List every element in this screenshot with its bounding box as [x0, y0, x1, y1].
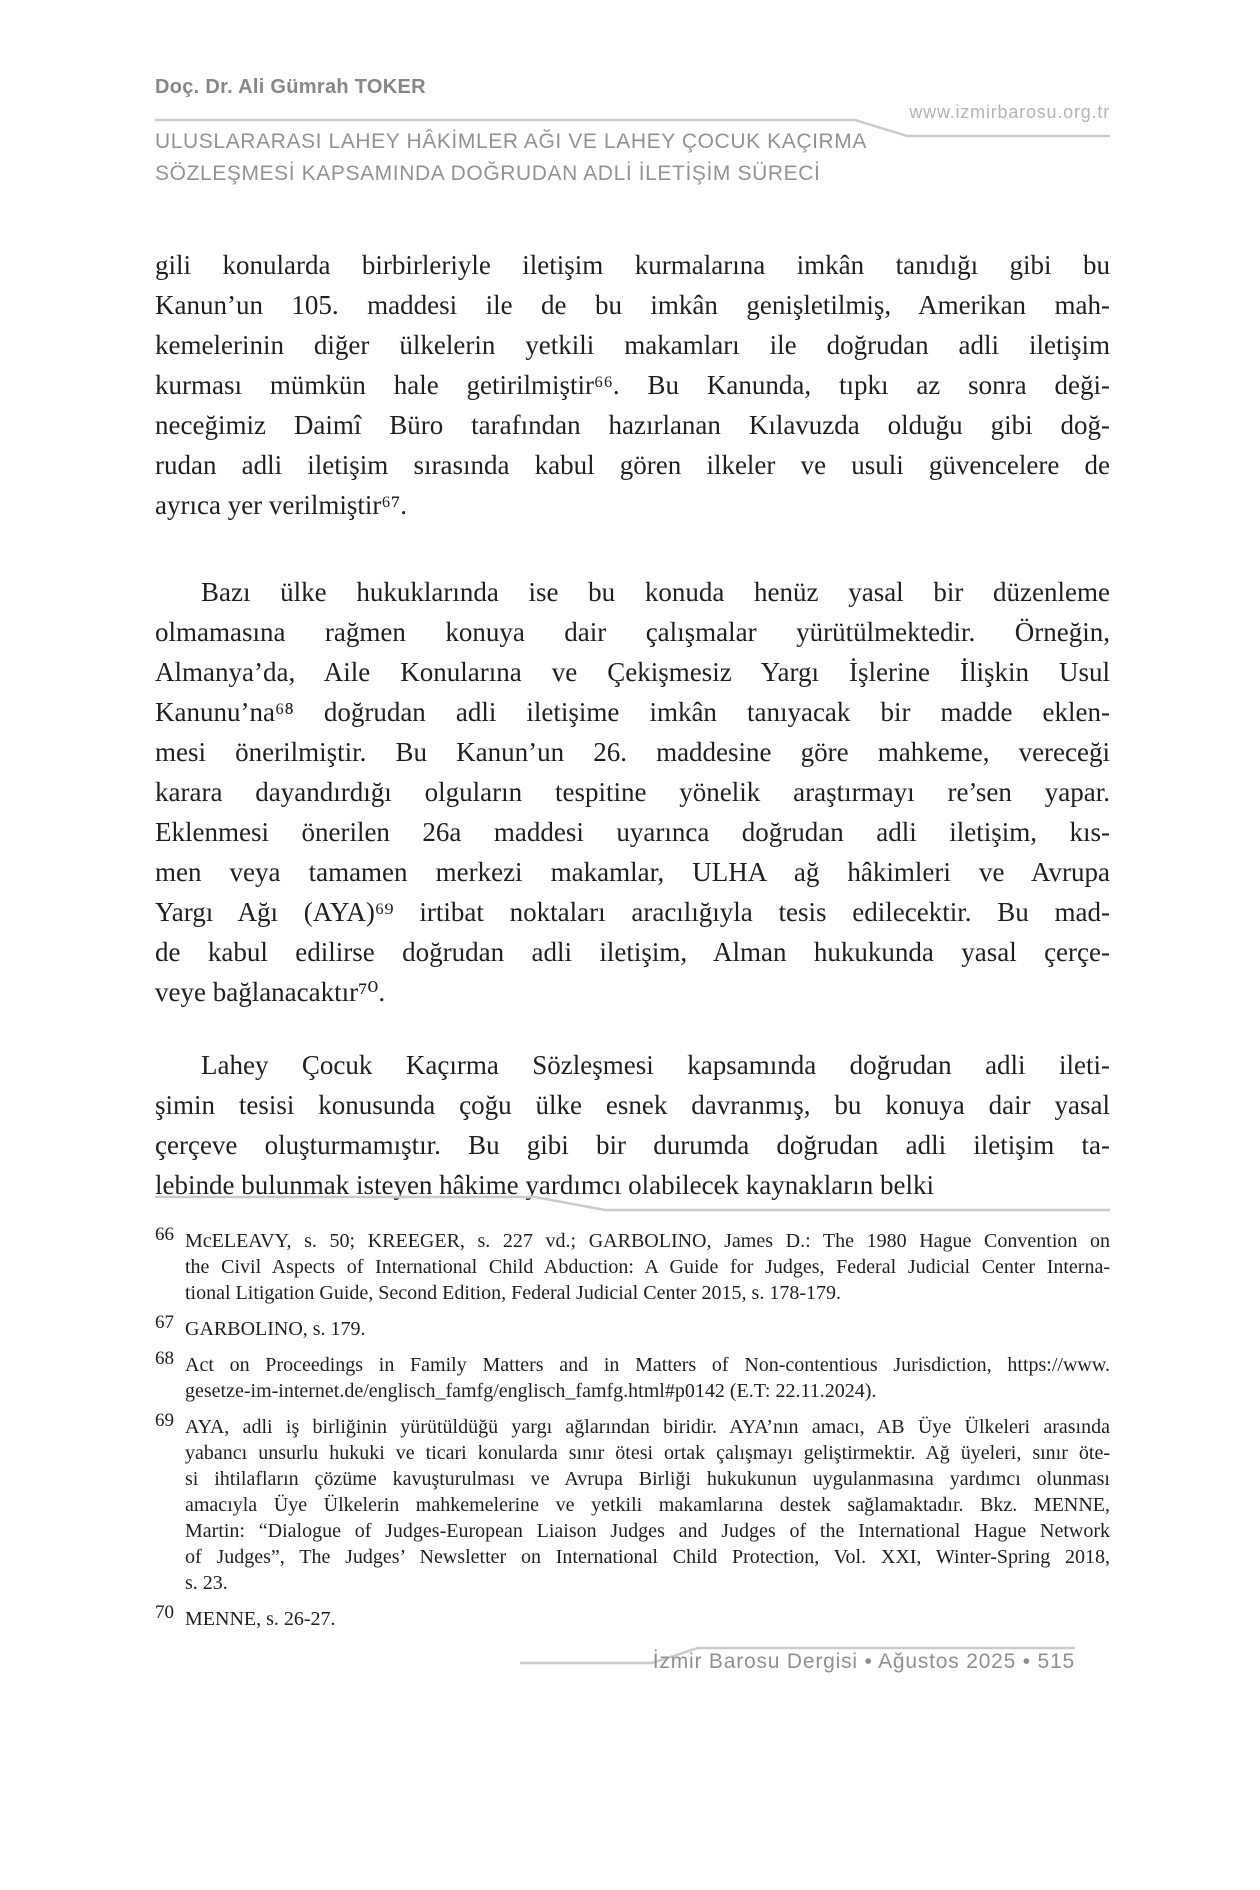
text-line: rudan adli iletişim sırasında kabul gören ilkeler ve usuli güvencelere de [155, 450, 1110, 480]
text-line: tional Litigation Guide, Second Edition, Federal Judicial Center 2015, s. 178-179. [185, 1282, 841, 1304]
text-line: GARBOLINO, s. 179. [185, 1318, 366, 1340]
text-line: kurması mümkün hale getirilmiştir⁶⁶. Bu Kanunda, tıpkı az sonra deği- [155, 370, 1110, 400]
text-line: karara dayandırdığı olguların tespitine yönelik araştırmayı re’sen yapar. [155, 777, 1110, 807]
website-url: www.izmirbarosu.org.tr [909, 102, 1110, 122]
text-line: MENNE, s. 26-27. [185, 1608, 336, 1630]
footnote-number: 68 [155, 1348, 174, 1369]
article-title-line1: ULUSLARARASI LAHEY HÂKİMLER AĞI VE LAHEY ÇOCUK KAÇIRMA [155, 130, 868, 153]
text-line: the Civil Aspects of International Child Abduction: A Guide for Judges, Federal Judicial Center Interna- [185, 1256, 1110, 1278]
footnote-text [185, 1352, 1110, 1404]
text-line: neceğimiz Daimî Büro tarafından hazırlanan Kılavuzda olduğu gibi doğ- [155, 410, 1110, 440]
footnote-number: 69 [155, 1410, 174, 1431]
text-line: kemelerinin diğer ülkelerin yetkili makamları ile doğrudan adli iletişim [155, 330, 1110, 360]
text-line: yabancı unsurlu hukuki ve ticari konularda sınır ötesi ortak çalışmayı geliştirmektir. Ağ üyeleri, sınır öte- [185, 1442, 1110, 1464]
article-body [155, 245, 1110, 1205]
text-line: çerçeve oluşturmamıştır. Bu gibi bir durumda doğrudan adli iletişim ta- [155, 1130, 1110, 1160]
article-title [155, 126, 867, 190]
text-line: of Judges”, The Judges’ Newsletter on International Child Protection, Vol. XXI, Winter-Spring 2018, [185, 1546, 1110, 1568]
footnote-text [185, 1228, 1110, 1306]
footnotes-list [155, 1224, 1110, 1642]
footnote-text [185, 1414, 1110, 1596]
text-line: mesi önerilmiştir. Bu Kanun’un 26. maddesine göre mahkeme, vereceği [155, 737, 1110, 767]
paragraph [155, 572, 1110, 1012]
text-line: olmamasına rağmen konuya dair çalışmalar yürütülmektedir. Örneğin, [155, 617, 1110, 647]
text-line: lebinde bulunmak isteyen hâkime yardımcı olabilecek kaynakların belki [155, 1170, 934, 1200]
footnote-number: 70 [155, 1602, 174, 1623]
footnote-item [155, 1602, 1110, 1632]
text-line: ayrıca yer verilmiştir⁶⁷. [155, 490, 407, 520]
text-line: Almanya’da, Aile Konularına ve Çekişmesiz Yargı İşlerine İlişkin Usul [155, 657, 1110, 687]
footnote-item [155, 1410, 1110, 1596]
text-line: men veya tamamen merkezi makamlar, ULHA ağ hâkimleri ve Avrupa [155, 857, 1110, 887]
paragraph [155, 245, 1110, 525]
text-line: McELEAVY, s. 50; KREEGER, s. 227 vd.; GARBOLINO, James D.: The 1980 Hague Convention on [185, 1230, 1110, 1252]
text-line: Lahey Çocuk Kaçırma Sözleşmesi kapsamında doğrudan adli ileti- [201, 1050, 1110, 1080]
text-line: si ihtilafların çözüme kavuşturulması ve Avrupa Birliği hukukunun uygulanmasına yardımcı olunması [185, 1468, 1110, 1490]
page-footer: İzmir Barosu Dergisi • Ağustos 2025 • 515 [652, 1650, 1075, 1673]
text-line: s. 23. [185, 1572, 228, 1594]
text-line: gili konularda birbirleriyle iletişim kurmalarına imkân tanıdığı gibi bu [155, 250, 1110, 280]
footnote-divider-line [155, 1195, 1110, 1215]
author-name: Doç. Dr. Ali Gümrah TOKER [155, 76, 426, 98]
paragraph [155, 1045, 1110, 1205]
text-line: AYA, adli iş birliğinin yürütüldüğü yargı ağlarından biridir. AYA’nın amacı, AB Üye Ülkeleri arasında [185, 1416, 1110, 1438]
text-line: veye bağlanacaktır⁷⁰. [155, 977, 386, 1007]
footnote-item [155, 1312, 1110, 1342]
footnote-number: 66 [155, 1224, 174, 1245]
footnote-text [185, 1606, 1110, 1632]
footnote-item [155, 1224, 1110, 1306]
footnote-text [185, 1316, 1110, 1342]
footnote-item [155, 1348, 1110, 1404]
text-line: Kanunu’na⁶⁸ doğrudan adli iletişime imkân tanıyacak bir madde eklen- [155, 697, 1110, 727]
text-line: Act on Proceedings in Family Matters and in Matters of Non-contentious Jurisdiction, https://www. [185, 1354, 1110, 1376]
text-line: Bazı ülke hukuklarında ise bu konuda henüz yasal bir düzenleme [201, 577, 1110, 607]
footnote-number: 67 [155, 1312, 174, 1333]
text-line: Martin: “Dialogue of Judges-European Liaison Judges and Judges of the International Hague Network [185, 1520, 1110, 1542]
text-line: gesetze-im-internet.de/englisch_famfg/englisch_famfg.html#p0142 (E.T: 22.11.2024). [185, 1380, 877, 1402]
text-line: Eklenmesi önerilen 26a maddesi uyarınca doğrudan adli iletişim, kıs- [155, 817, 1110, 847]
text-line: Yargı Ağı (AYA)⁶⁹ irtibat noktaları aracılığıyla tesis edilecektir. Bu mad- [155, 897, 1110, 927]
text-line: şimin tesisi konusunda çoğu ülke esnek davranmış, bu konuya dair yasal [155, 1090, 1110, 1120]
text-line: amacıyla Üye Ülkelerin mahkemelerine ve yetkili makamlarına destek sağlamaktadır. Bkz. MENNE, [185, 1494, 1110, 1516]
text-line: Kanun’un 105. maddesi ile de bu imkân genişletilmiş, Amerikan mah- [155, 290, 1110, 320]
text-line: de kabul edilirse doğrudan adli iletişim, Alman hukukunda yasal çerçe- [155, 937, 1110, 967]
article-title-line2: SÖZLEŞMESİ KAPSAMINDA DOĞRUDAN ADLİ İLETİŞİM SÜRECİ [155, 162, 821, 185]
